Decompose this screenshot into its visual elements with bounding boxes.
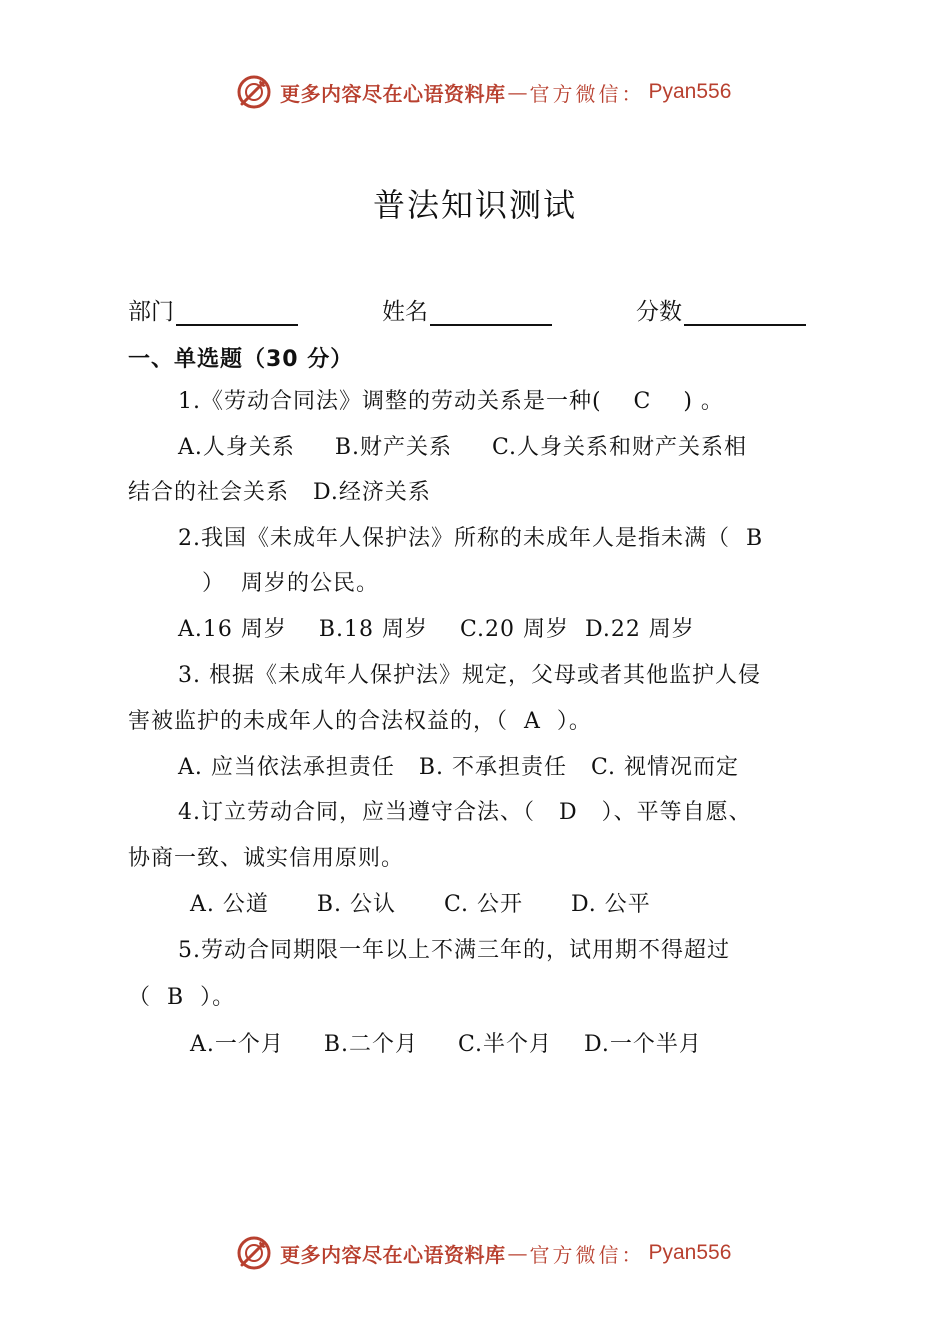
watermark-label: 官方微信： [529,81,645,106]
question-1-stem: 1.《劳动合同法》调整的劳动关系是一种( C ) 。 [178,389,724,414]
watermark-bottom [236,1233,731,1273]
name-field [382,293,552,326]
question-3-stem-cont: 害被监护的未成年人的合法权益的，（ A ）。 [128,709,592,734]
department-blank [176,296,298,326]
question-2-stem: 2.我国《未成年人保护法》所称的未成年人是指未满（ B [178,526,764,551]
watermark-separator: — [507,80,528,104]
department-field [128,293,298,326]
question-5-stem: 5.劳动合同期限一年以上不满三年的，试用期不得超过 [178,938,730,963]
name-label: 姓名 [382,299,428,325]
watermark-text: 更多内容尽在心语资料库 [280,81,506,106]
question-1-options-cont: 结合的社会关系 D.经济关系 [128,480,431,505]
watermark-label: 官方微信： [529,1242,645,1267]
question-4-stem: 4.订立劳动合同，应当遵守合法、（ D ）、平等自愿、 [178,800,752,825]
question-2-options: A.16 周岁 B.18 周岁 C.20 周岁 D.22 周岁 [178,617,695,642]
department-label: 部门 [128,299,174,325]
watermark-separator: — [507,1241,528,1265]
question-3-options: A. 应当依法承担责任 B. 不承担责任 C. 视情况而定 [178,755,740,780]
page-title: 普法知识测试 [372,186,577,224]
watermark-logo-icon [236,74,272,110]
watermark-wechat-id: Pyan556 [648,1241,732,1264]
score-field [636,293,806,326]
score-label: 分数 [636,299,682,325]
question-4-stem-cont: 协商一致、诚实信用原则。 [128,846,405,871]
section-heading: 一、单选题（30 分） [128,347,354,372]
question-2-stem-cont: ） 周岁的公民。 [202,571,379,596]
question-3-stem: 3. 根据《未成年人保护法》规定，父母或者其他监护人侵 [178,663,761,688]
header-fields [128,290,806,326]
question-4-options: A. 公道 B. 公认 C. 公开 D. 公平 [190,892,651,917]
question-5-options: A.一个月 B.二个月 C.半个月 D.一个半月 [190,1032,702,1057]
watermark-top [236,72,731,112]
watermark-text: 更多内容尽在心语资料库 [280,1242,506,1267]
score-blank [684,296,806,326]
watermark-wechat-id: Pyan556 [648,80,732,103]
watermark-logo-icon [236,1235,272,1271]
question-5-stem-cont: （ B ）。 [128,985,236,1010]
question-1-options: A.人身关系 B.财产关系 C.人身关系和财产关系相 [178,435,748,460]
name-blank [430,296,552,326]
